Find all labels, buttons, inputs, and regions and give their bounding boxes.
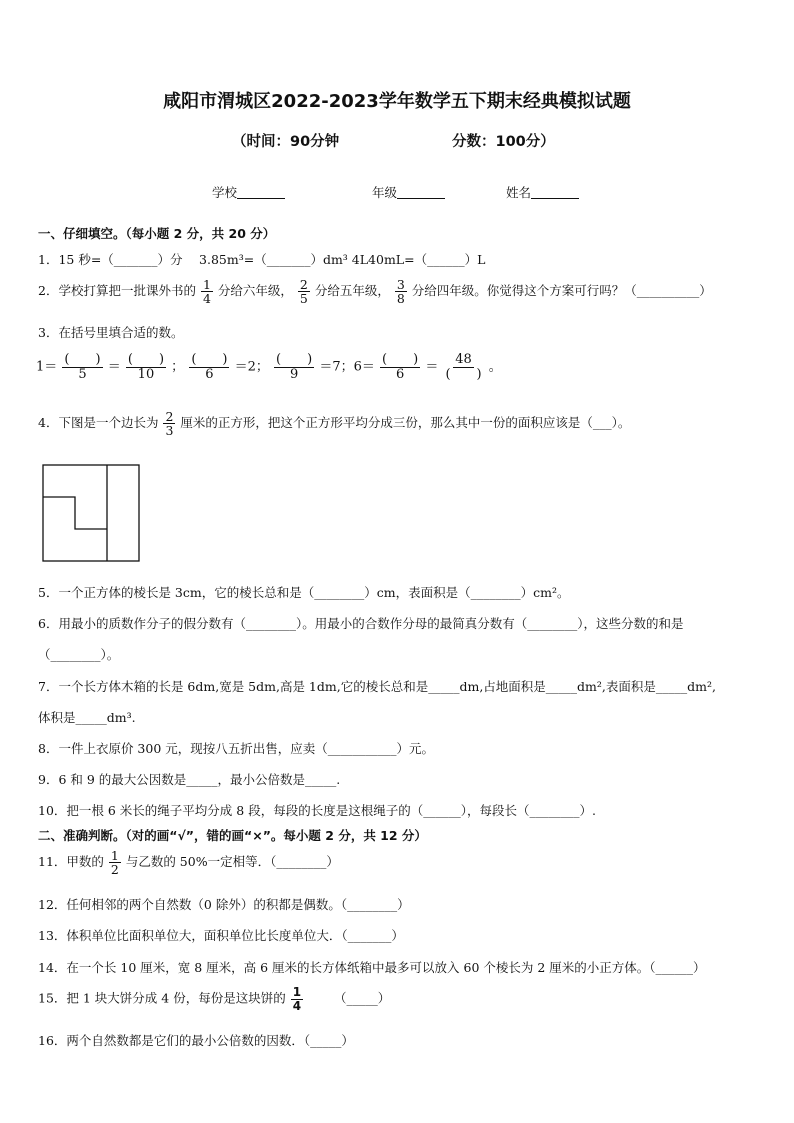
q2-f3-num: 3 <box>396 277 405 292</box>
q3-frac-d <box>274 353 314 381</box>
q15-f-den: 4 <box>292 998 302 1013</box>
question-2 <box>38 278 712 305</box>
question-13: 13．体积单位比面积单位大，面积单位比长度单位大．（_______） <box>38 928 404 943</box>
square-diagram <box>42 464 138 560</box>
q2-mid-2: 分给五年级， <box>314 283 390 299</box>
q15-f-num: 1 <box>292 985 302 999</box>
question-11 <box>38 849 339 876</box>
question-12: 12．任何相邻的两个自然数（0 除外）的积都是偶数。（________） <box>38 897 410 912</box>
q2-suffix: 分给四年级。你觉得这个方案可行吗？（__________） <box>411 283 712 299</box>
q3-frac-c <box>189 353 229 381</box>
question-1: 1．15 秒=（_______）分 3.85m³=（_______）dm³ 4L40mL=（______）L <box>38 252 486 267</box>
question-10: 10．把一根 6 米长的绳子平均分成 8 段，每段的长度是这根绳子的（______），每段长（________）. <box>38 803 596 818</box>
q3-frac-e <box>380 353 420 381</box>
name-field[interactable] <box>506 183 579 201</box>
exam-time: （时间：90分钟 <box>232 134 340 150</box>
q3-frac-a <box>62 353 102 381</box>
q3-b-den: 10 <box>137 366 155 382</box>
q3-a-num: ( ) <box>64 352 101 367</box>
q2-f2-num: 2 <box>299 277 308 292</box>
q3-frac-f <box>443 353 483 381</box>
q3-b-num: ( ) <box>127 352 165 367</box>
q15-prefix: 15．把 1 块大饼分成 4 份，每份是这块饼的 <box>38 990 286 1006</box>
question-7-line-1: 7．一个长方体木箱的长是 6dm,宽是 5dm,高是 1dm,它的棱长总和是_____dm,占地面积是_____dm²,表面积是_____dm², <box>38 679 716 694</box>
grade-field[interactable] <box>372 183 445 201</box>
question-9: 9．6 和 9 的最大公因数是_____，最小公倍数是_____. <box>38 772 341 787</box>
q11-prefix: 11．甲数的 <box>38 854 104 870</box>
q3-d-num: ( ) <box>276 352 313 367</box>
q2-fraction-1 <box>201 278 213 305</box>
question-4 <box>38 410 630 437</box>
question-5: 5．一个正方体的棱长是 3cm，它的棱长总和是（________）cm，表面积是（________）cm²。 <box>38 585 570 600</box>
q11-fraction <box>109 849 121 876</box>
square-outline <box>43 465 139 561</box>
q2-f2-den: 5 <box>299 291 308 307</box>
q11-suffix: 与乙数的 50%一定相等．（________） <box>125 854 339 870</box>
q2-prefix: 2．学校打算把一批课外书的 <box>38 283 196 299</box>
q2-f1-num: 1 <box>202 277 211 292</box>
section-1-heading: 一、仔细填空。（每小题 2 分，共 20 分） <box>38 226 276 241</box>
question-6-line-1: 6．用最小的质数作分子的假分数有（________）。用最小的合数作分母的最简真分数有（________），这些分数的和是 <box>38 616 684 631</box>
q3-d-den: 9 <box>289 366 299 382</box>
q3-eq: ＝ <box>107 359 121 375</box>
q11-f-den: 2 <box>110 862 119 878</box>
q4-f-num: 2 <box>165 409 174 424</box>
q3-c-num: ( ) <box>191 352 228 367</box>
exam-score: 分数：100分） <box>452 134 555 150</box>
page-title: 咸阳市渭城区2022-2023学年数学五下期末经典模拟试题 <box>163 91 631 112</box>
question-8: 8．一件上衣原价 300 元，现按八五折出售，应卖（___________）元。 <box>38 741 435 756</box>
question-6-line-2: （________）。 <box>38 647 120 662</box>
q3-e1: 1＝ <box>36 359 58 375</box>
q15-suffix: （_____） <box>334 990 391 1006</box>
q3-e-den: 6 <box>395 366 405 382</box>
q2-mid-1: 分给六年级， <box>217 283 293 299</box>
q2-fraction-2 <box>298 278 310 305</box>
grade-label: 年级 <box>372 185 398 200</box>
question-3-equations <box>36 353 502 381</box>
q3-f-num: 48 <box>455 352 472 367</box>
q3-f-den: ( ) <box>445 366 482 382</box>
question-3: 3．在括号里填合适的数。 <box>38 325 184 340</box>
q4-fraction <box>163 410 175 437</box>
q3-frac-b <box>126 353 166 381</box>
school-label: 学校 <box>212 185 238 200</box>
q4-prefix: 4．下图是一个边长为 <box>38 415 159 431</box>
question-7-line-2: 体积是_____dm³. <box>38 710 136 725</box>
square-svg <box>42 464 140 562</box>
q4-suffix: 厘米的正方形，把这个正方形平均分成三份，那么其中一份的面积应该是（___）。 <box>180 415 631 431</box>
q2-f3-den: 8 <box>396 291 405 307</box>
q3-a-den: 5 <box>78 366 87 382</box>
question-14: 14．在一个长 10 厘米，宽 8 厘米，高 6 厘米的长方体纸箱中最多可以放入 60 个棱长为 2 厘米的小正方体。（______） <box>38 960 706 975</box>
q3-c-eq: ＝2； <box>234 359 269 375</box>
question-15 <box>38 986 390 1012</box>
section-2-heading: 二、准确判断。（对的画“√”，错的画“×”。每小题 2 分，共 12 分） <box>38 828 427 843</box>
step-divider-line <box>43 497 107 529</box>
q11-f-num: 1 <box>110 848 119 863</box>
q3-semi: ； <box>171 359 185 375</box>
q2-f1-den: 4 <box>202 291 211 307</box>
q3-end: 。 <box>488 359 502 375</box>
q4-f-den: 3 <box>165 423 174 439</box>
q2-fraction-3 <box>395 278 407 305</box>
q3-e-num: ( ) <box>382 352 419 367</box>
school-field[interactable] <box>212 183 285 201</box>
q3-eq2: ＝ <box>425 359 439 375</box>
question-16: 16．两个自然数都是它们的最小公倍数的因数．（_____） <box>38 1033 354 1048</box>
q3-c-den: 6 <box>205 366 214 382</box>
q3-d-eq: ＝7；6＝ <box>319 359 375 375</box>
name-label: 姓名 <box>506 185 532 200</box>
q15-fraction <box>291 986 303 1012</box>
